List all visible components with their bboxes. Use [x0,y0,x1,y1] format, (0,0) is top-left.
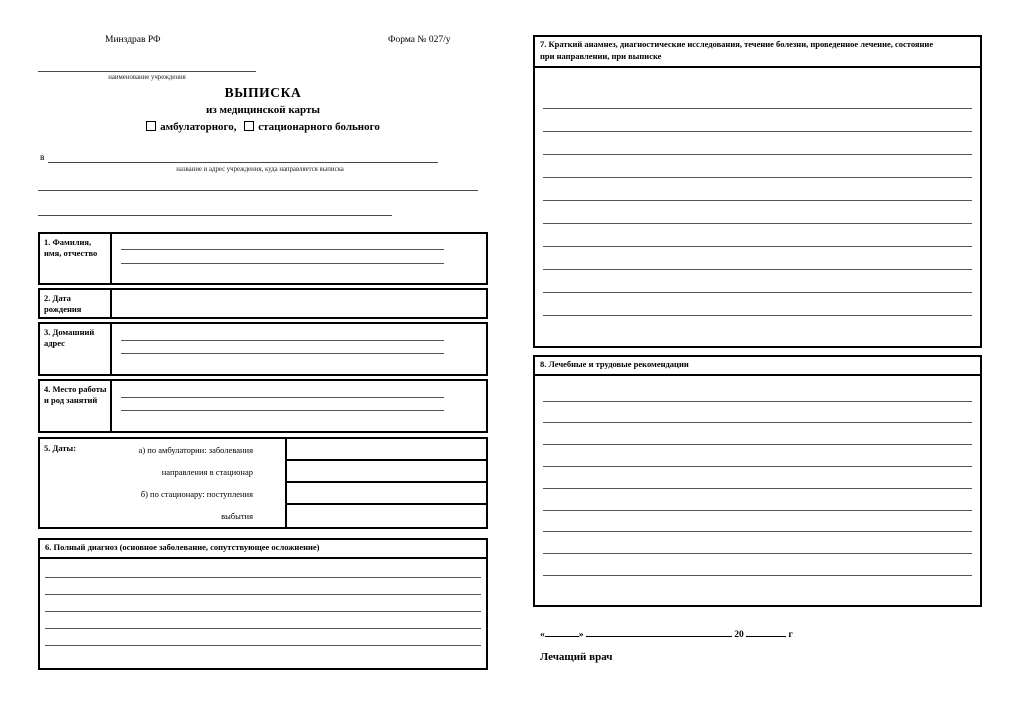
fill-line[interactable] [121,340,444,341]
field-value-birthdate[interactable] [112,290,486,317]
fill-line[interactable] [543,444,972,445]
field-row-birthdate [38,288,488,319]
fill-line[interactable] [121,410,444,411]
fill-line[interactable] [543,108,972,109]
field-row-workplace [38,379,488,433]
date-input-box-admission[interactable] [285,483,486,505]
field-value-address[interactable] [112,324,486,374]
diagnosis-header: 6. Полный диагноз (основное заболевание, сопутствующее осложнение) [40,540,486,559]
field-row-anamnesis [533,35,982,348]
fill-line[interactable] [543,200,972,201]
fill-line[interactable] [543,575,972,576]
destination-extra-fill-line-1[interactable] [38,190,478,191]
destination-extra-fill-line-2[interactable] [38,215,392,216]
dates-subrow [106,439,486,461]
dates-row-label-discharge: выбытия [221,511,253,521]
fill-line[interactable] [543,510,972,511]
fill-line[interactable] [543,422,972,423]
field-row-address [38,322,488,376]
fill-line[interactable] [121,353,444,354]
dates-subrow [106,461,486,483]
field-label-workplace: 4. Место работы и род занятий [40,381,112,431]
fill-line[interactable] [543,315,972,316]
recommendations-header: 8. Лечебные и трудовые рекомендации [535,357,980,376]
destination-fill-line[interactable] [48,151,439,163]
attending-doctor-label: Лечащий врач [540,651,613,663]
fill-line[interactable] [543,466,972,467]
fill-line[interactable] [45,645,481,646]
fill-line[interactable] [543,131,972,132]
fill-line[interactable] [543,269,972,270]
date-year-fill-line[interactable] [746,627,786,637]
form-title: ВЫПИСКА [224,85,302,100]
date-input-box-discharge[interactable] [285,505,486,527]
fill-line[interactable] [543,154,972,155]
dates-body [106,439,486,527]
inpatient-checkbox[interactable] [244,121,254,131]
fill-line[interactable] [543,246,972,247]
date-month-fill-line[interactable] [586,627,732,637]
date-input-box-referral[interactable] [285,461,486,483]
field-row-diagnosis [38,538,488,670]
date-century-label: 20 [734,630,744,640]
fill-line[interactable] [543,553,972,554]
fill-line[interactable] [543,292,972,293]
dates-subrow [106,483,486,505]
dates-row-label-illness: а) по амбулатории: заболевания [138,445,253,455]
fill-line[interactable] [543,488,972,489]
fill-line[interactable] [45,594,481,595]
fill-line[interactable] [45,577,481,578]
institution-name-fill-line[interactable] [38,71,256,72]
field-label-birthdate: 2. Дата рождения [40,290,112,317]
ambulatory-label: амбулаторного, [160,121,237,133]
institution-caption: наименование учреждения [108,74,186,81]
patient-type-row [38,121,488,133]
ministry-label: Минздрав РФ [105,35,161,45]
dates-subrow [106,505,486,527]
dates-row-label-referral: направления в стационар [161,467,253,477]
form-number-label: Форма № 027/у [388,35,451,45]
anamnesis-body[interactable] [535,68,980,346]
field-value-name[interactable] [112,234,486,283]
field-row-dates [38,437,488,529]
field-label-name: 1. Фамилия, имя, отчество [40,234,112,283]
date-input-box-illness[interactable] [285,439,486,461]
issue-date-row [540,627,793,640]
field-value-workplace[interactable] [112,381,486,431]
date-open-quote: « [540,630,545,640]
field-label-dates: 5. Даты: [44,443,77,453]
date-year-suffix: г [788,630,793,640]
field-row-name [38,232,488,285]
fill-line[interactable] [543,531,972,532]
destination-row [40,151,438,163]
fill-line[interactable] [543,223,972,224]
fill-line[interactable] [45,611,481,612]
inpatient-label: стационарного больного [258,121,380,133]
form-subtitle: из медицинской карты [206,104,320,116]
diagnosis-body[interactable] [40,559,486,668]
recommendations-body[interactable] [535,376,980,605]
dates-row-label-admission: б) по стационару: поступления [140,489,253,499]
field-label-address: 3. Домашний адрес [40,324,112,374]
ambulatory-checkbox[interactable] [146,121,156,131]
date-close-quote: » [578,630,584,640]
fill-line[interactable] [121,263,444,264]
fill-line[interactable] [543,177,972,178]
date-day-fill-line[interactable] [545,627,579,637]
fill-line[interactable] [121,397,444,398]
anamnesis-header: 7. Краткий анамнез, диагностические исследования, течение болезни, проведенное лечение, состояние при направлении, при выписке [535,37,980,68]
fill-line[interactable] [543,401,972,402]
fill-line[interactable] [45,628,481,629]
field-row-recommendations [533,355,982,607]
destination-caption: название и адрес учреждения, куда направляется выписка [176,166,344,173]
fill-line[interactable] [121,249,444,250]
destination-prefix: в [40,153,45,163]
